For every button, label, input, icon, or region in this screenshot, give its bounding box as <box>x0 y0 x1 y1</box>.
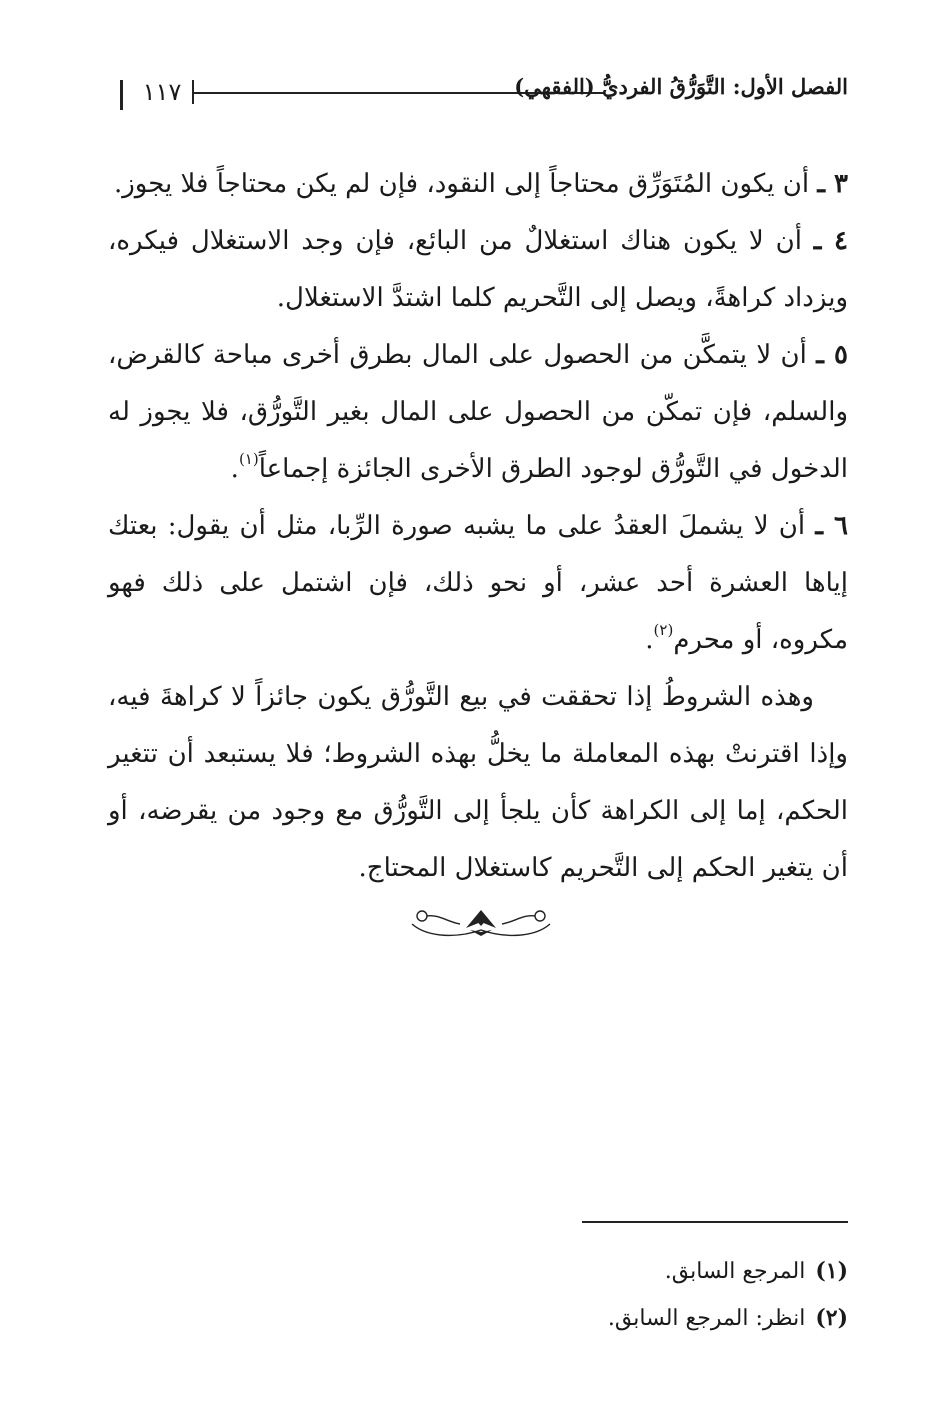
condition-text: أن لا يكون هناك استغلالٌ من البائع، فإن وجد الاستغلال فيكره، ويزداد كراهةً، ويصل إلى التَّحريم كلما اشتدَّ الاستغلال. <box>108 226 848 313</box>
page-number: ١١٧ <box>142 78 182 106</box>
footnote-rule <box>582 1221 848 1223</box>
condition-text: أن يكون المُتَوَرِّق محتاجاً إلى النقود، فإن لم يكن محتاجاً فلا يجوز. <box>113 169 810 199</box>
condition-number: ٦ ـ <box>815 511 848 541</box>
footnote-ref[interactable]: (١) <box>238 450 259 468</box>
footnote-ref[interactable]: (٢) <box>653 621 674 639</box>
footnote-number: (١) <box>815 1258 848 1284</box>
condition-4 <box>108 213 848 327</box>
body-text <box>108 156 848 897</box>
conclusion-paragraph: وهذه الشروطُ إذا تحققت في بيع التَّورُّق يكون جائزاً لا كراهةَ فيه، وإذا اقترنتْ بهذه المعاملة ما يخلُّ بهذه الشروط؛ فلا يستبعد أن تتغير الحكم، إما إلى الكراهة كأن يلجأ إلى التَّورُّق مع وجود من يقرضه، أو أن يتغير الحكم إلى التَّحريم كاستغلال المحتاج. <box>108 682 848 883</box>
condition-6 <box>108 498 848 669</box>
footnote-number: (٢) <box>815 1305 848 1331</box>
condition-3 <box>108 156 848 213</box>
sentence-end: . <box>230 454 239 484</box>
sentence-end: . <box>645 625 654 655</box>
condition-number: ٣ ـ <box>817 169 848 199</box>
ornament-icon <box>408 902 554 942</box>
condition-text: أن لا يتمكَّن من الحصول على المال بطرق أخرى مباحة كالقرض، والسلم، فإن تمكّن من الحصول على المال بغير التَّورُّق، فلا يجوز له الدخول في التَّورُّق لوجود الطرق الأخرى الجائزة إجماعاً <box>108 340 848 484</box>
footnotes <box>108 1248 848 1342</box>
condition-number: ٥ ـ <box>816 340 849 370</box>
condition-number: ٤ ـ <box>813 226 849 256</box>
footnote-text: انظر: المرجع السابق. <box>607 1306 806 1331</box>
footnote-1 <box>108 1248 848 1295</box>
chapter-title: الفصل الأول: التَّوَرُّقُ الفرديُّ (الفقهي) <box>514 74 848 99</box>
page-header <box>112 74 848 114</box>
footnote-2 <box>108 1295 848 1342</box>
header-bar <box>120 80 123 110</box>
condition-text: أن لا يشملَ العقدُ على ما يشبه صورة الرِّبا، مثل أن يقول: بعتك إياها العشرة أحد عشر، أو نحو ذلك، فإن اشتمل على ذلك فهو مكروه، أو محرم <box>108 511 848 655</box>
condition-5 <box>108 327 848 498</box>
footnote-text: المرجع السابق. <box>664 1259 806 1284</box>
